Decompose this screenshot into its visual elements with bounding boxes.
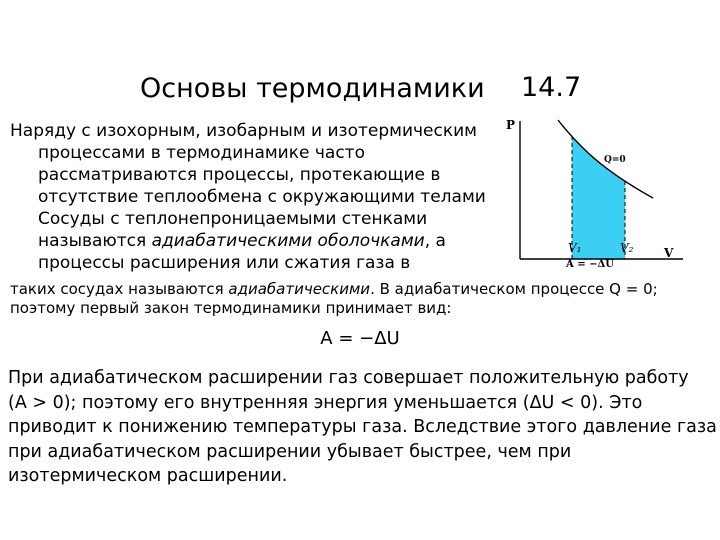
intro-line: процессами в термодинамике часто <box>38 143 365 163</box>
intro-line <box>10 230 500 252</box>
intro-paragraph <box>10 120 500 274</box>
v-axis-label: V <box>664 246 674 260</box>
intro-line: отсутствие теплообмена с окружающими телами <box>38 187 486 207</box>
paragraph-adiabatic-law <box>10 280 710 318</box>
para3-line: при адиабатическом расширении убывает быстрее, чем при <box>8 441 572 462</box>
v1-label: V₁ <box>568 241 582 255</box>
slide-number: 14.7 <box>521 72 582 103</box>
para3-line: При адиабатическом расширении газ совершает положительную работу <box>8 368 689 388</box>
paragraph-adiabatic-expansion <box>8 366 718 489</box>
term-adiabatic-shells: адиабатическими оболочками <box>151 231 425 251</box>
intro-text: , а <box>424 231 446 251</box>
intro-line: процессы расширения или сжатия газа в <box>38 253 411 273</box>
intro-line: рассматриваются процессы, протекающие в <box>38 165 441 185</box>
first-law-formula: A = −ΔU <box>320 328 400 349</box>
slide-title: Основы термодинамики <box>140 73 485 104</box>
para3-line: (A > 0); поэтому его внутренняя энергия уменьшается (ΔU < 0). Это <box>8 392 643 413</box>
para2-text: таких сосудах называются <box>10 280 229 298</box>
adiabatic-pv-diagram <box>498 115 698 275</box>
para2-line <box>10 280 710 299</box>
para3-line: приводит к понижению температуры газа. Вследствие этого давление газа <box>8 417 717 437</box>
para2-line: поэтому первый закон термодинамики принимает вид: <box>10 299 452 317</box>
q-zero-label: Q=0 <box>604 155 626 165</box>
intro-line: Сосуды с теплонепроницаемыми стенками <box>38 209 428 229</box>
work-label: A = −ΔU <box>566 259 614 270</box>
para2-text: . В адиабатическом процессе Q = 0; <box>370 280 658 298</box>
v2-label: V₂ <box>620 241 634 255</box>
p-axis-label: P <box>506 118 516 132</box>
para3-line: изотермическом расширении. <box>8 466 288 486</box>
term-adiabatic: адиабатическими <box>228 280 371 298</box>
intro-text: называются <box>38 231 152 251</box>
intro-line: Наряду с изохорным, изобарным и изотермическим <box>10 121 478 141</box>
